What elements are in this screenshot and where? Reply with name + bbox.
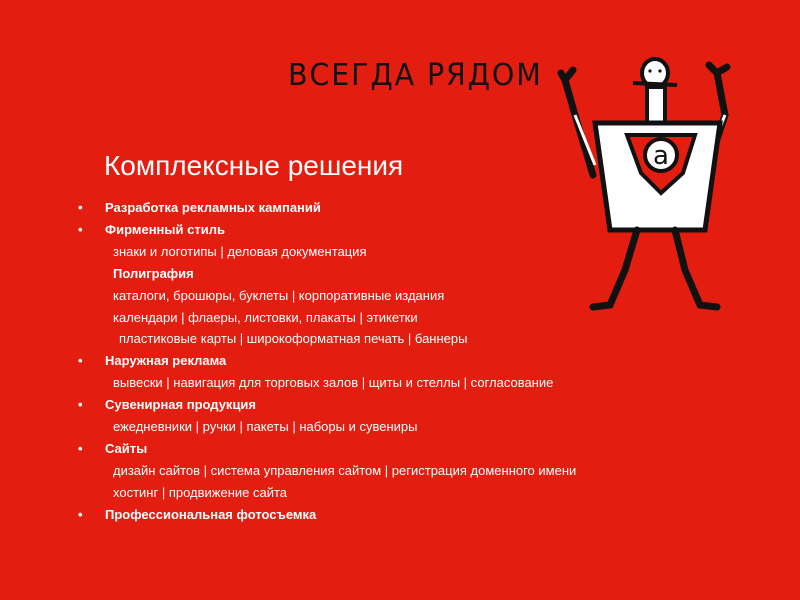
list-item-detail: пластиковые карты | широкоформатная печать | баннеры bbox=[119, 331, 468, 347]
logo-wordmark: ВСЕГДА РЯДОМ bbox=[288, 58, 543, 93]
list-item-detail: календари | флаеры, листовки, плакаты | этикетки bbox=[113, 309, 418, 325]
list-item bbox=[78, 350, 718, 394]
bullet: • bbox=[78, 440, 83, 456]
list-item-title: Фирменный стиль bbox=[105, 221, 225, 237]
list-item-detail: знаки и логотипы | деловая документация bbox=[113, 243, 367, 259]
mascot-badge-letter: а bbox=[653, 141, 669, 171]
list-item bbox=[78, 504, 718, 526]
bullet: • bbox=[78, 221, 83, 237]
list-item bbox=[78, 197, 718, 219]
list-item-title: Сувенирная продукция bbox=[105, 397, 257, 413]
bullet: • bbox=[78, 506, 83, 522]
page-title: Комплексные решения bbox=[104, 150, 404, 181]
list-item bbox=[78, 438, 718, 504]
list-item-title: Сайты bbox=[105, 440, 148, 456]
bullet: • bbox=[78, 397, 83, 413]
list-item-title: Разработка рекламных кампаний bbox=[105, 200, 321, 215]
list-item-detail: каталоги, брошюры, буклеты | корпоративные издания bbox=[113, 287, 445, 303]
list-item-detail: дизайн сайтов | система управления сайтом | регистрация доменного имени bbox=[113, 462, 577, 478]
list-item-title: Наружная реклама bbox=[105, 353, 227, 369]
list-item-detail: вывески | навигация для торговых залов | щиты и стеллы | согласование bbox=[113, 375, 554, 391]
bullet: • bbox=[78, 200, 83, 215]
services-list bbox=[78, 197, 718, 526]
list-item-detail: ежедневники | ручки | пакеты | наборы и сувениры bbox=[113, 419, 418, 435]
bullet: • bbox=[78, 353, 83, 369]
list-item bbox=[78, 219, 718, 350]
list-item bbox=[78, 394, 718, 438]
list-item-detail: хостинг | продвижение сайта bbox=[113, 484, 288, 500]
list-item-detail: Полиграфия bbox=[113, 265, 194, 281]
list-item-title: Профессиональная фотосъемка bbox=[105, 506, 317, 522]
